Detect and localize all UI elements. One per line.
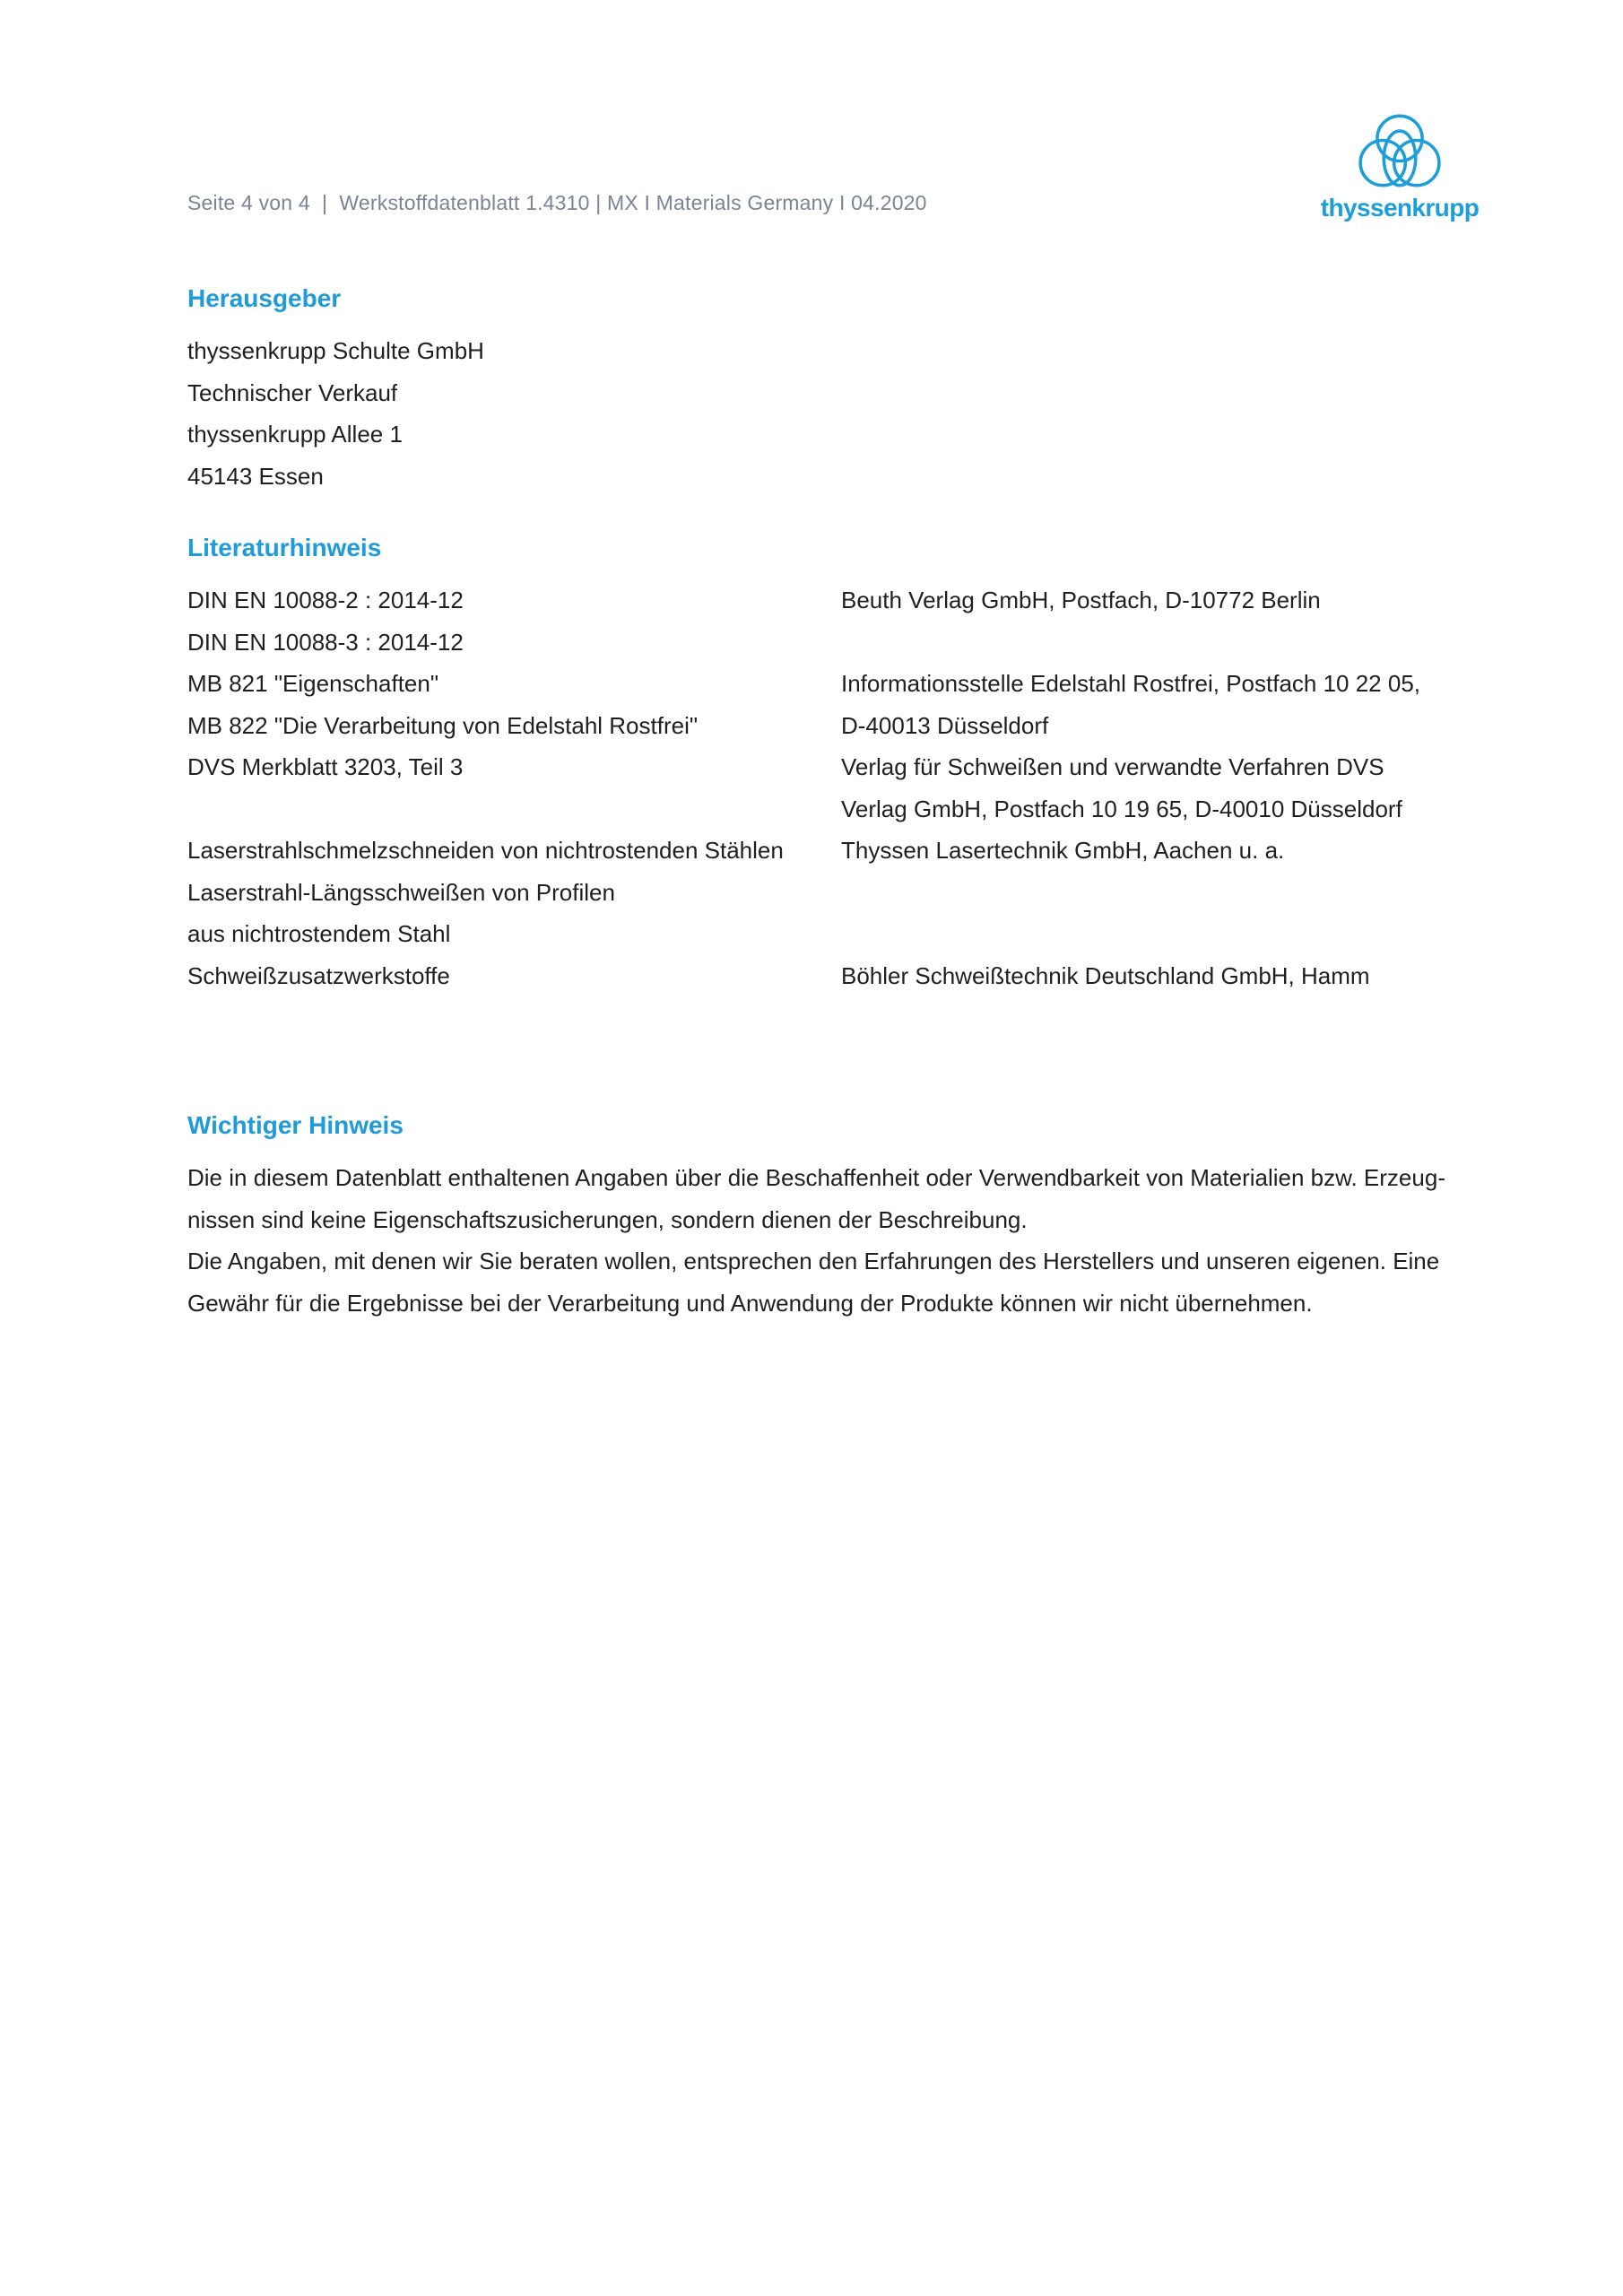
disclaimer-paragraph	[187, 1157, 1506, 1324]
publisher-department: Technischer Verkauf	[187, 378, 398, 406]
publisher-city: 45143 Essen	[187, 462, 324, 490]
publisher-street: thyssenkrupp Allee 1	[187, 421, 403, 448]
literature-publisher: D-40013 Düsseldorf	[841, 711, 1049, 739]
thyssenkrupp-wordmark: thyssenkrupp	[1320, 194, 1480, 222]
literature-row	[187, 788, 1497, 831]
thyssenkrupp-rings-icon	[1358, 113, 1441, 188]
literature-publisher: Böhler Schweißtechnik Deutschland GmbH, Hamm	[841, 961, 1370, 989]
literature-row	[187, 746, 1497, 788]
publisher-company: thyssenkrupp Schulte GmbH	[187, 337, 484, 364]
disclaimer-line: Gewähr für die Ergebnisse bei der Verarbeitung und Anwendung der Produkte können wir nicht übernehmen.	[187, 1289, 1313, 1317]
literature-publisher: Verlag für Schweißen und verwandte Verfahren DVS	[841, 753, 1384, 780]
literature-row	[187, 913, 1497, 955]
literature-row	[187, 622, 1497, 664]
literature-row	[187, 705, 1497, 747]
literature-publisher: Verlag GmbH, Postfach 10 19 65, D-40010 Düsseldorf	[841, 795, 1402, 822]
literature-publisher: Thyssen Lasertechnik GmbH, Aachen u. a.	[841, 837, 1285, 864]
literature-row	[187, 663, 1497, 705]
literature-row	[187, 830, 1497, 872]
publisher-address	[187, 330, 484, 497]
page-header-meta: Seite 4 von 4 | Werkstoffdatenblatt 1.4310 | MX I Materials Germany I 04.2020	[187, 191, 927, 214]
literature-reference: DVS Merkblatt 3203, Teil 3	[187, 753, 464, 780]
literature-reference: MB 821 "Eigenschaften"	[187, 670, 439, 697]
wichtiger-hinweis-heading: Wichtiger Hinweis	[187, 1111, 404, 1139]
literature-reference: Laserstrahl-Längsschweißen von Profilen	[187, 878, 615, 906]
literature-row	[187, 955, 1497, 997]
literature-reference: DIN EN 10088-2 : 2014-12	[187, 587, 464, 613]
literature-reference: MB 822 "Die Verarbeitung von Edelstahl Rostfrei"	[187, 711, 699, 739]
disclaimer-line: Die in diesem Datenblatt enthaltenen Angaben über die Beschaffenheit oder Verwendbarkeit von Materialien bzw. Erzeug-	[187, 1164, 1445, 1191]
disclaimer-line: Die Angaben, mit denen wir Sie beraten wollen, entsprechen den Erfahrungen des Herstellers und unseren eigenen. Eine	[187, 1248, 1440, 1274]
disclaimer-line: nissen sind keine Eigenschaftszusicherungen, sondern dienen der Beschreibung.	[187, 1205, 1028, 1233]
thyssenkrupp-logo	[1320, 113, 1480, 222]
literature-publisher: Beuth Verlag GmbH, Postfach, D-10772 Berlin	[841, 587, 1321, 613]
literature-list	[187, 579, 1497, 996]
literature-row	[187, 872, 1497, 914]
literature-reference: Laserstrahlschmelzschneiden von nichtrostenden Stählen	[187, 837, 784, 864]
herausgeber-heading: Herausgeber	[187, 284, 342, 312]
literaturhinweis-heading: Literaturhinweis	[187, 534, 382, 561]
literature-reference: DIN EN 10088-3 : 2014-12	[187, 628, 464, 656]
literature-reference: Schweißzusatzwerkstoffe	[187, 961, 450, 989]
literature-reference: aus nichtrostendem Stahl	[187, 920, 451, 947]
literature-row	[187, 579, 1497, 622]
literature-publisher: Informationsstelle Edelstahl Rostfrei, Postfach 10 22 05,	[841, 670, 1421, 697]
